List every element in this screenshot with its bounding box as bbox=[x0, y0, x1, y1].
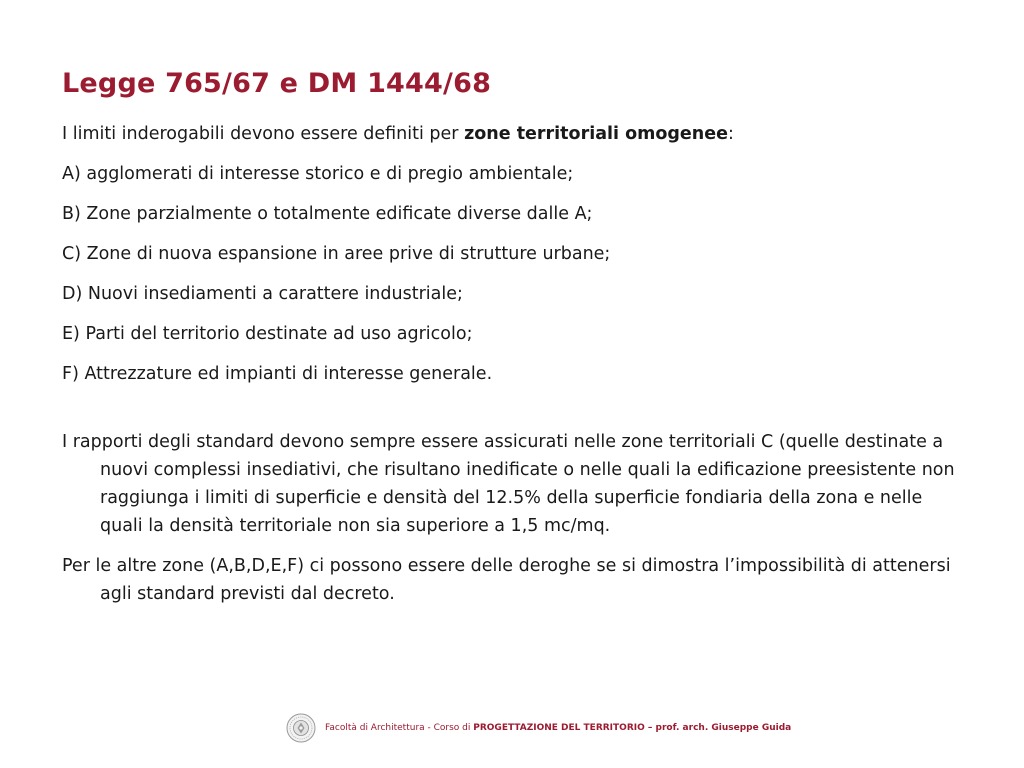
zone-item-e: E) Parti del territorio destinate ad uso agricolo; bbox=[62, 324, 473, 344]
zone-item-a: A) agglomerati di interesse storico e di pregio ambientale; bbox=[62, 164, 574, 184]
footer-faculty: Facoltà di Architettura - Corso di bbox=[325, 723, 474, 733]
footer-text bbox=[325, 723, 791, 733]
slide-title: Legge 765/67 e DM 1444/68 bbox=[62, 68, 492, 99]
standards-paragraph: I rapporti degli standard devono sempre essere assicurati nelle zone territoriali C (quelle destinate a nuovi complessi insediativi, che risultano inedificate o nelle quali la edificazione preesistente non raggiunga i limiti di superficie e densità del 12.5% della superficie fondiaria della zona e nelle quali la densità territoriale non sia superiore a 1,5 mc/mq. bbox=[62, 432, 955, 536]
zone-item-f: F) Attrezzature ed impianti di interesse generale. bbox=[62, 364, 493, 384]
intro-colon: : bbox=[727, 124, 734, 144]
intro-line bbox=[62, 120, 962, 148]
derogation-paragraph: Per le altre zone (A,B,D,E,F) ci possono essere delle deroghe se si dimostra l’impossibilità di attenersi agli standard previsti dal decreto. bbox=[62, 556, 951, 604]
slide-content bbox=[62, 120, 962, 620]
paragraph-spacer bbox=[62, 400, 962, 428]
university-seal-icon bbox=[286, 713, 316, 743]
footer-course: PROGETTAZIONE DEL TERRITORIO – prof. arch. Giuseppe Guida bbox=[473, 723, 792, 733]
zone-item-d: D) Nuovi insediamenti a carattere industriale; bbox=[62, 284, 463, 304]
intro-text: I limiti inderogabili devono essere definiti per bbox=[62, 124, 465, 144]
zone-item-c: C) Zone di nuova espansione in aree prive di strutture urbane; bbox=[62, 244, 611, 264]
zone-item-b: B) Zone parzialmente o totalmente edificate diverse dalle A; bbox=[62, 204, 593, 224]
footer bbox=[286, 712, 791, 744]
intro-bold-term: zone territoriali omogenee bbox=[464, 124, 728, 144]
